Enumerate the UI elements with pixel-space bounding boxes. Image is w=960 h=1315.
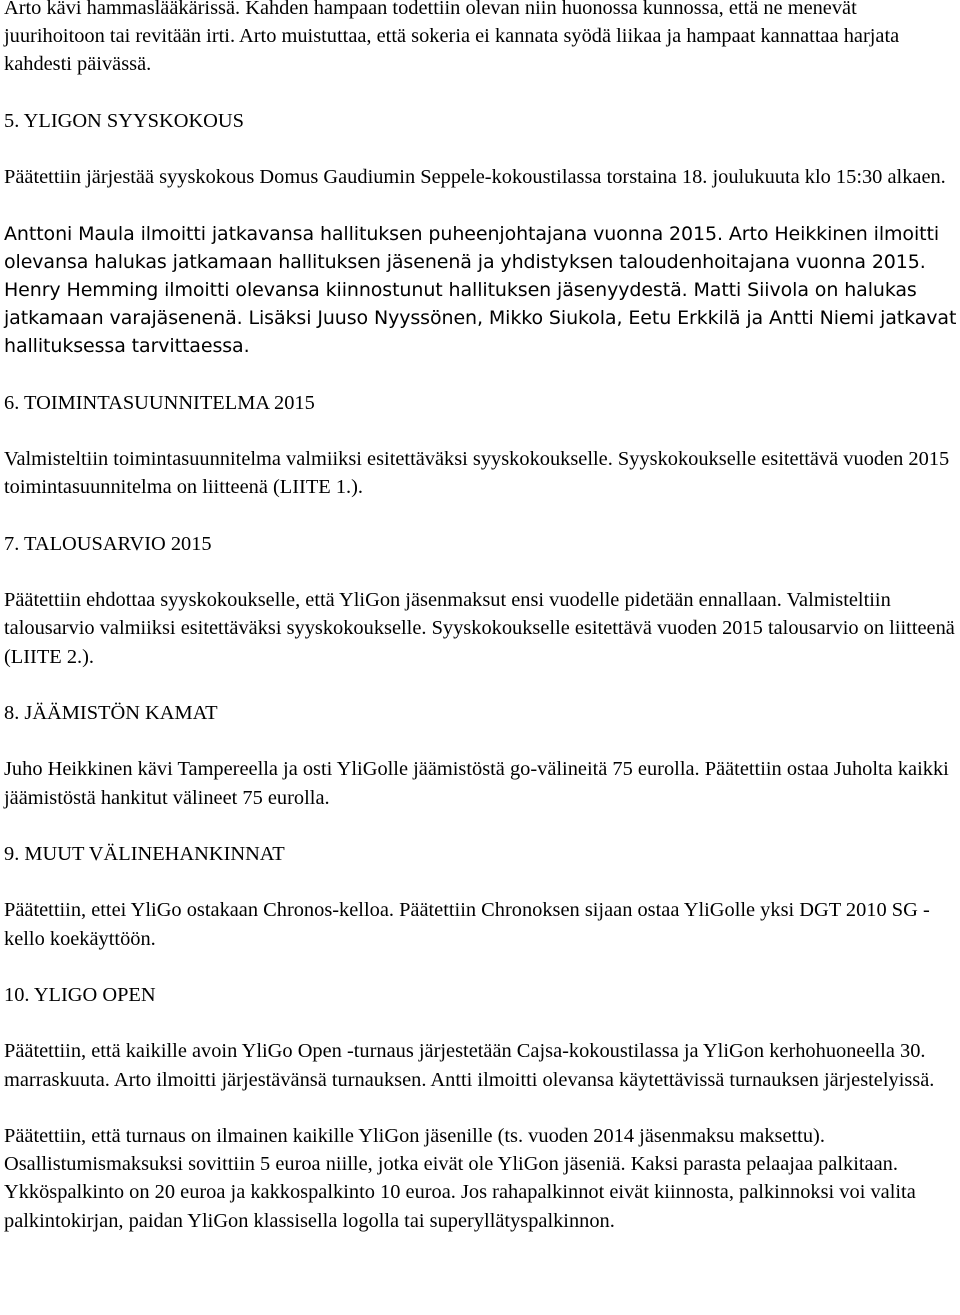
intro-paragraph: Arto kävi hammaslääkärissä. Kahden hampaan todettiin olevan niin huonossa kunnossa, että ne menevät juurihoitoon tai revitään irti. Arto muistuttaa, että sokeria ei kannata syödä liikaa ja hampaat kannattaa harjata kahdesti päivässä. (4, 0, 900, 76)
section-paragraph: Päätettiin, ettei YliGo ostakaan Chronos-kelloa. Päätettiin Chronoksen sijaan ostaa YliGolle yksi DGT 2010 SG -kello koekäyttöön. (4, 899, 930, 950)
section-7 (4, 530, 958, 671)
section-8 (4, 699, 958, 812)
section-paragraph: Valmisteltiin toimintasuunnitelma valmiiksi esitettäväksi syyskokoukselle. Syyskokoukselle esitettävä vuoden 2015 toimintasuunnitelma on liitteenä (LIITE 1.). (4, 448, 950, 499)
section-heading: 9. MUUT VÄLINEHANKINNAT (4, 842, 285, 865)
document-page (4, 0, 958, 1263)
section-heading: 8. JÄÄMISTÖN KAMAT (4, 701, 218, 724)
section-paragraph: Juho Heikkinen kävi Tampereella ja osti YliGolle jäämistöstä go-välineitä 75 eurolla. Päätettiin ostaa Juholta kaikki jäämistöstä hankitut välineet 75 eurolla. (4, 758, 949, 809)
section-paragraph: Anttoni Maula ilmoitti jatkavansa hallituksen puheenjohtajana vuonna 2015. Arto Heikkinen ilmoitti olevansa halukas jatkamaan hallituksen jäsenenä ja yhdistyksen taloudenhoitajana vuonna 2015. Henry Hemming ilmoitti olevansa kiinnostunut hallituksen jäsenyydestä. Matti Siivola on halukas jatkamaan varajäsenenä. Lisäksi Juuso Nyyssönen, Mikko Siukola, Eetu Erkkilä ja Antti Niemi jatkavat hallituksessa tarvittaessa. (4, 222, 957, 358)
section-10 (4, 981, 958, 1235)
section-9 (4, 840, 958, 953)
section-paragraph: Päätettiin ehdottaa syyskokoukselle, että YliGon jäsenmaksut ensi vuodelle pidetään ennallaan. Valmisteltiin talousarvio valmiiksi esitettäväksi syyskokoukselle. Syyskokoukselle esitettävä vuoden 2015 talousarvio on liitteenä (LIITE 2.). (4, 589, 955, 668)
section-heading: 5. YLIGON SYYSKOKOUS (4, 109, 244, 132)
section-paragraph: Päätettiin, että turnaus on ilmainen kaikille YliGon jäsenille (ts. vuoden 2014 jäsenmaksu maksettu). Osallistumismaksuksi sovittiin 5 euroa niille, jotka eivät ole YliGon jäseniä. Kaksi parasta pelaajaa palkitaan. Ykköspalkinto on 20 euroa ja kakkospalkinto 10 euroa. Jos rahapalkinnot eivät kiinnosta, palkinnoksi voi valita palkintokirjan, paidan YliGon klassisella logolla tai superyllätyspalkinnon. (4, 1124, 916, 1232)
section-heading: 6. TOIMINTASUUNNITELMA 2015 (4, 391, 315, 414)
section-heading: 7. TALOUSARVIO 2015 (4, 532, 212, 555)
section-6 (4, 389, 958, 502)
section-5 (4, 107, 958, 361)
section-paragraph: Päätettiin järjestää syyskokous Domus Gaudiumin Seppele-kokoustilassa torstaina 18. joulukuuta klo 15:30 alkaen. (4, 166, 946, 189)
section-heading: 10. YLIGO OPEN (4, 983, 156, 1006)
section-paragraph: Päätettiin, että kaikille avoin YliGo Open -turnaus järjestetään Cajsa-kokoustilassa ja YliGon kerhohuoneella 30. marraskuuta. Arto ilmoitti järjestävänsä turnauksen. Antti ilmoitti olevansa käytettävissä turnauksen järjestelyissä. (4, 1040, 935, 1091)
